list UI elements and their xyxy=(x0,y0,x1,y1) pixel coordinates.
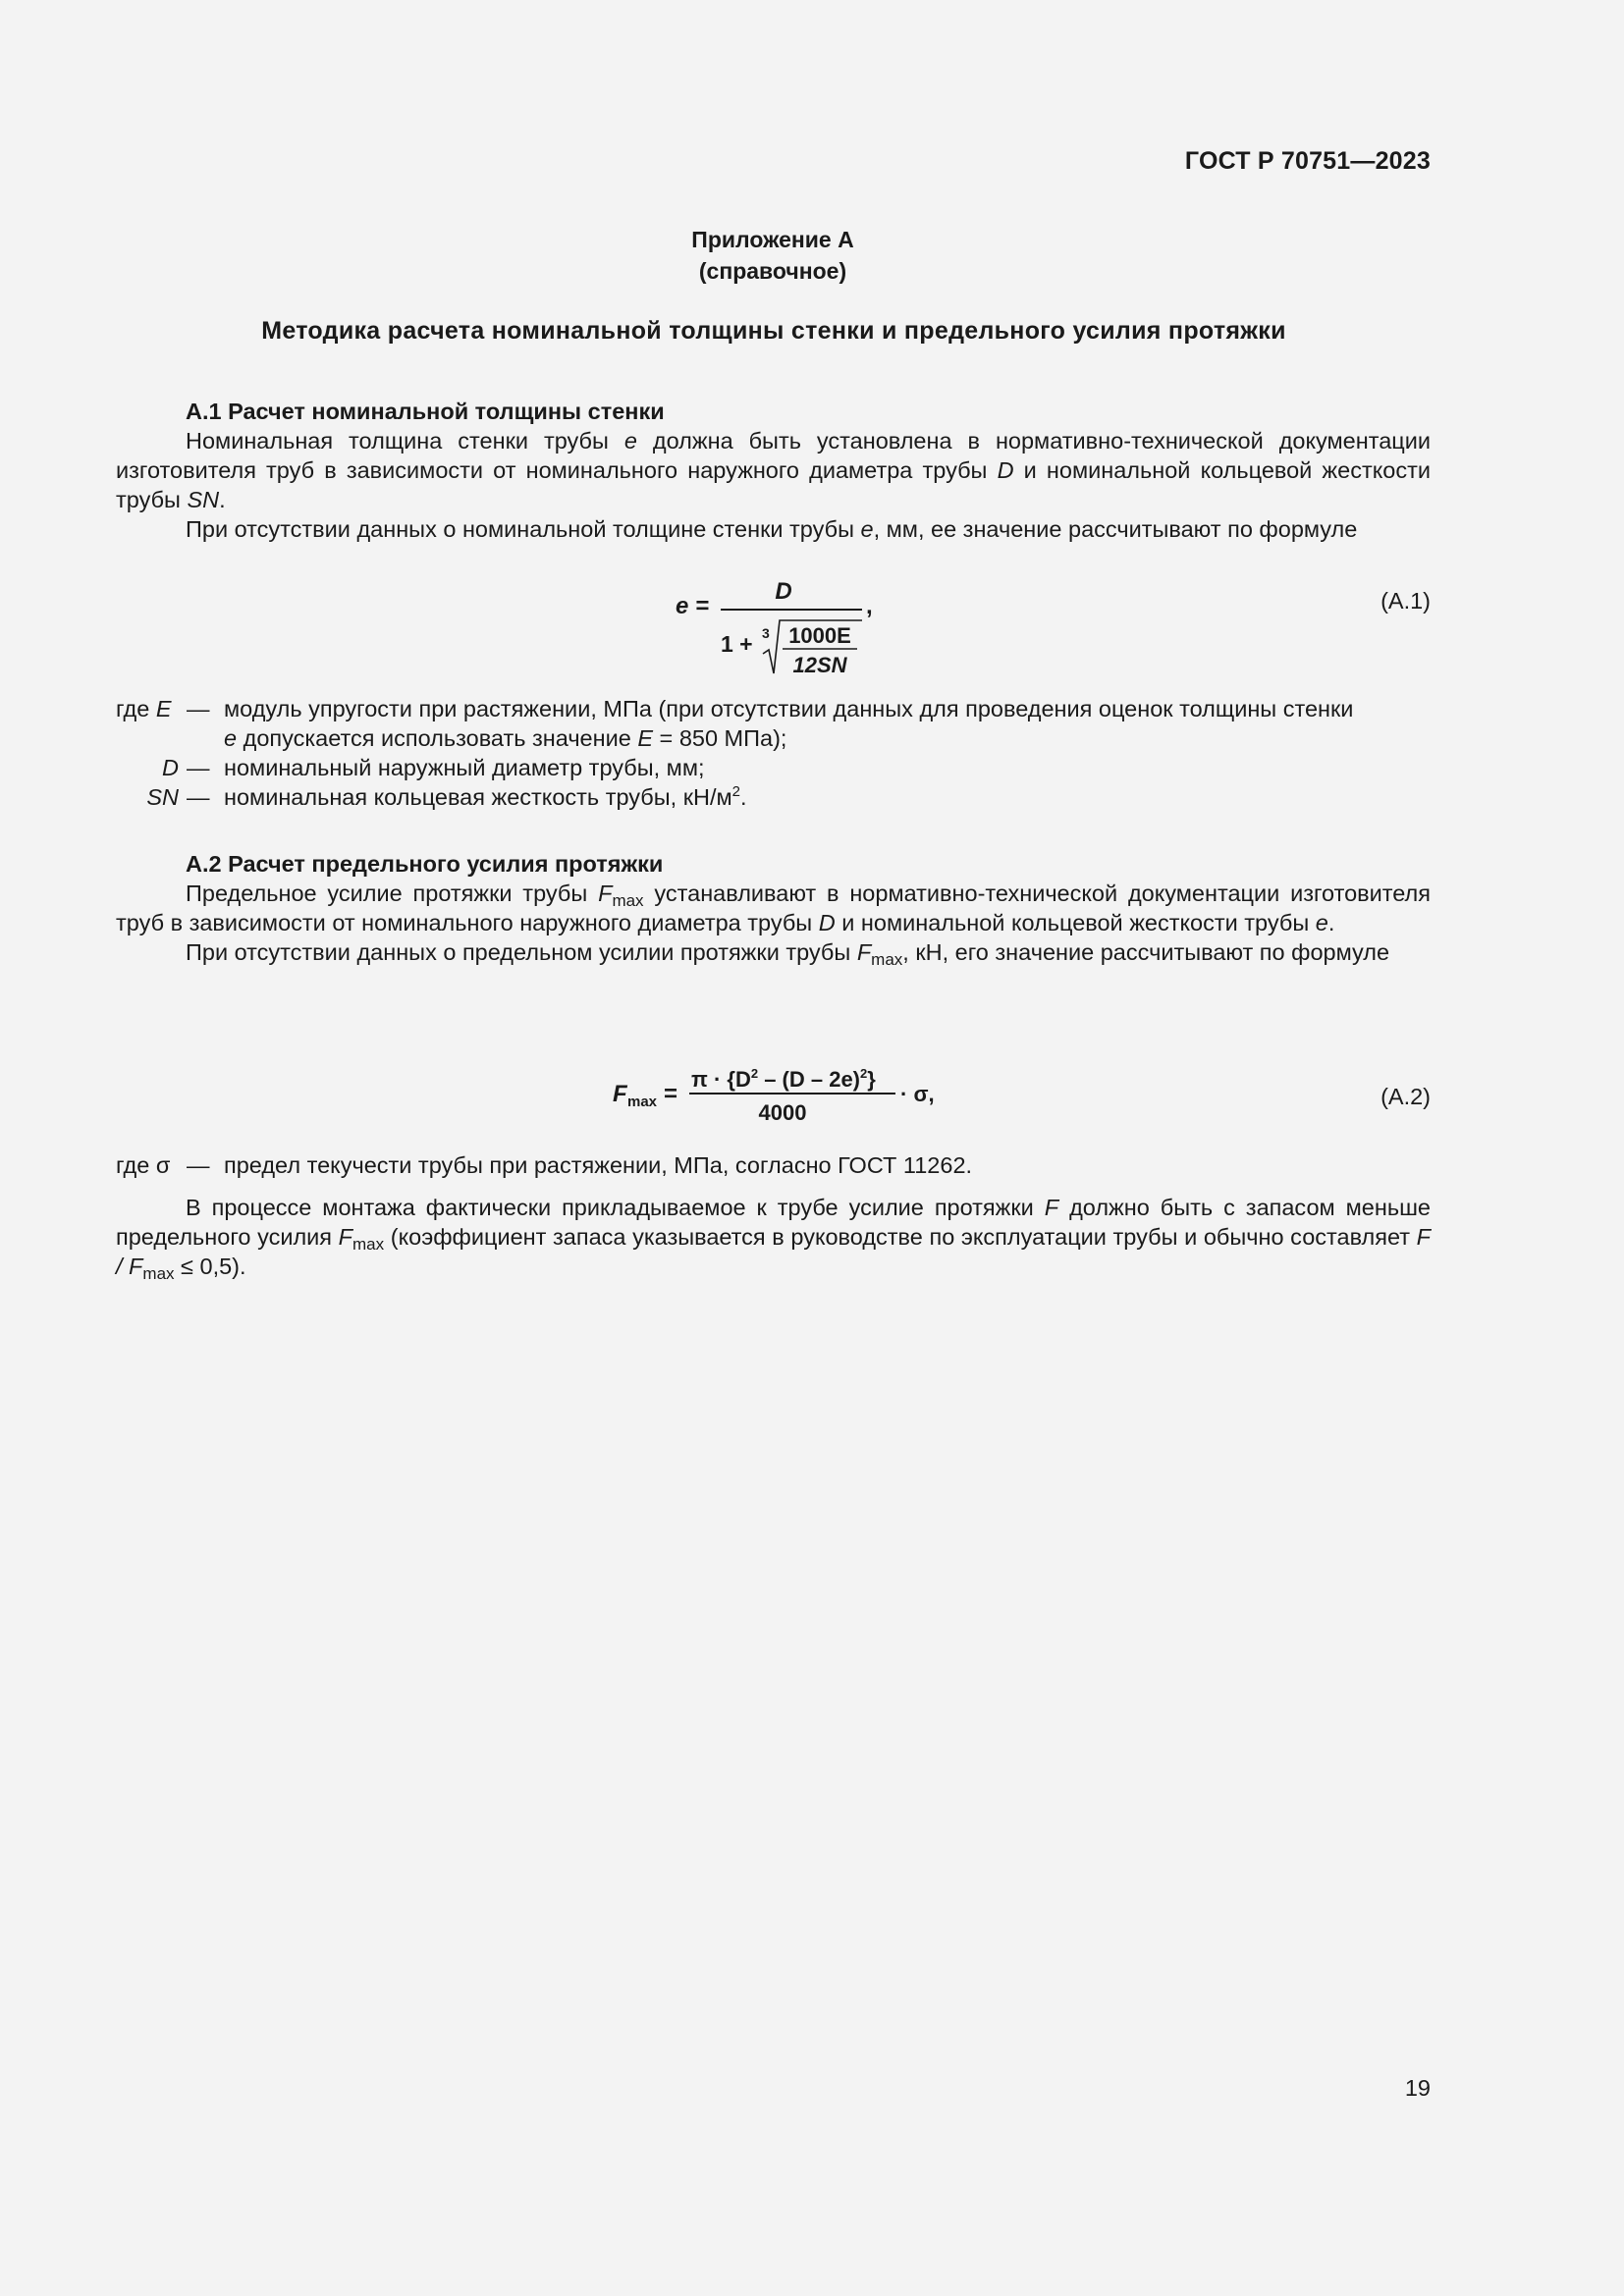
formula-a2-equals: = xyxy=(664,1081,678,1107)
definition-dash: — xyxy=(187,1152,210,1178)
standard-code: ГОСТ Р 70751—2023 xyxy=(1184,147,1431,175)
definition-E-text: модуль упругости при растяжении, МПа (при отсутствии данных для проведения оценок толщины стенки e допускается использовать значение E = 850 МПа); xyxy=(224,696,1354,751)
definition-D-symbol: D xyxy=(162,755,179,780)
section-a1-definitions xyxy=(116,694,1431,812)
formula-a2-lhs-F: F xyxy=(613,1081,627,1107)
appendix-heading xyxy=(0,224,1545,287)
formula-a2-lhs-sub: max xyxy=(627,1094,658,1110)
section-a2-definitions xyxy=(116,1150,1431,1180)
definition-D-text: номинальный наружный диаметр трубы, мм; xyxy=(224,755,705,780)
formula-a1-graphic xyxy=(668,569,903,687)
formula-a2-graphic xyxy=(609,1055,943,1134)
section-a2-paragraph-3: В процессе монтажа фактически прикладываемое к трубе усилие протяжки F должно быть с запасом меньше предельного усилия $F_{max}$ (коэффициент запаса указывается в руководстве по эксплуатации трубы и обычно составляет $F / F_{max} \le 0,5$). xyxy=(116,1195,1431,1283)
section-a2 xyxy=(116,849,1431,967)
where-label: где xyxy=(116,1152,150,1178)
where-label: где xyxy=(116,696,150,721)
formula-a1-root-index: 3 xyxy=(762,625,770,641)
formula-a2-numerator: $\pi \cdot \{D^2 - (D - 2e)^2\}$ xyxy=(691,1066,876,1092)
section-a2-paragraph-2: При отсутствии данных о предельном усилии протяжки трубы $F_{max}$, кН, его значение рассчитывают по формуле xyxy=(186,939,1390,969)
definition-SN-symbol: SN xyxy=(146,784,179,810)
formula-a2-number: (А.2) xyxy=(1380,1084,1431,1109)
definition-dash: — xyxy=(187,784,210,810)
section-a2-paragraph-1: Предельное усилие протяжки трубы $F_{max}$ устанавливают в нормативно-технической документации изготовителя труб в зависимости от номинального наружного диаметра трубы D и номинальной кольцевой жесткости трубы e. xyxy=(116,881,1431,935)
definition-E xyxy=(116,694,1431,753)
section-a1 xyxy=(116,397,1431,544)
definition-D xyxy=(116,753,1431,782)
section-a2-closing xyxy=(116,1193,1431,1281)
formula-a2-trail: · σ, xyxy=(900,1082,935,1106)
definition-sigma-text: предел текучести трубы при растяжении, МПа, согласно ГОСТ 11262. xyxy=(224,1152,973,1178)
formula-a1-trail: , xyxy=(866,593,873,619)
formula-a1-inner-denominator: 12SN xyxy=(792,653,847,677)
formula-a1-numerator: D xyxy=(775,578,792,605)
formula-a1-inner-numerator: 1000E xyxy=(788,623,851,648)
definition-SN xyxy=(116,782,1431,812)
definition-sigma-symbol: σ xyxy=(155,1152,171,1178)
formula-a1-number: (А.1) xyxy=(1380,588,1431,614)
section-a2-title: А.2 Расчет предельного усилия протяжки xyxy=(186,851,664,877)
formula-a2-denominator: 4000 xyxy=(758,1100,807,1125)
section-a1-paragraph-2: При отсутствии данных о номинальной толщине стенки трубы e, мм, ее значение рассчитывают по формуле xyxy=(186,516,1358,542)
main-title: Методика расчета номинальной толщины стенки и предельного усилия протяжки xyxy=(261,317,1286,345)
appendix-subtitle: (справочное) xyxy=(698,258,847,284)
formula-a1-lhs: e = xyxy=(676,593,710,619)
definition-sigma xyxy=(116,1150,1431,1180)
appendix-title: Приложение А xyxy=(691,227,854,252)
definition-dash: — xyxy=(187,696,210,721)
definition-SN-text: номинальная кольцевая жесткость трубы, $кН/м^2$. xyxy=(224,783,747,810)
section-a1-paragraph-1: Номинальная толщина стенки трубы e должна быть установлена в нормативно-технической документации изготовителя труб в зависимости от номинального наружного диаметра трубы D и номинальной кольцевой жесткости трубы SN. xyxy=(116,428,1431,512)
definition-E-symbol: E xyxy=(155,696,172,721)
definition-dash: — xyxy=(187,755,210,780)
formula-a1-denom-prefix: 1 + xyxy=(721,631,753,657)
page-number: 19 xyxy=(1404,2075,1431,2101)
section-a1-title: А.1 Расчет номинальной толщины стенки xyxy=(186,399,665,424)
